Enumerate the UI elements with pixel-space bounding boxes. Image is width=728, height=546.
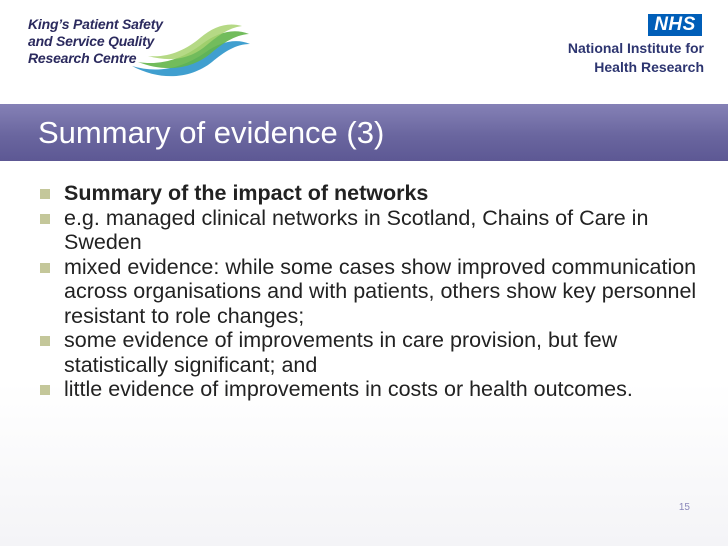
bullet-item [38, 181, 708, 206]
bullet-text: Summary of the impact of networks [64, 181, 429, 205]
page-number: 15 [678, 502, 690, 513]
kings-logo-line: and Service Quality [28, 33, 155, 49]
bullet-item [38, 255, 708, 329]
bullet-list [38, 181, 708, 402]
nihr-text [568, 39, 704, 77]
bullet-item [38, 377, 708, 402]
bullet-square-icon [40, 214, 50, 224]
bullet-square-icon [40, 336, 50, 346]
nhs-badge: NHS [648, 14, 702, 36]
nihr-line: Health Research [594, 59, 704, 75]
bullet-square-icon [40, 263, 50, 273]
kings-logo-line: King’s Patient Safety [28, 16, 163, 32]
nihr-line: National Institute for [567, 40, 704, 56]
bullet-square-icon [40, 189, 50, 199]
slide-title: Summary of evidence (3) [38, 115, 385, 150]
nihr-logo [504, 14, 704, 84]
bullet-text: e.g. managed clinical networks in Scotland, Chains of Care in Sweden [64, 205, 649, 254]
kings-logo-line: Research Centre [28, 50, 137, 66]
title-bar [0, 104, 728, 161]
bullet-text: little evidence of improvements in costs or health outcomes. [64, 377, 633, 401]
kings-logo [28, 16, 258, 82]
bullet-text: mixed evidence: while some cases show improved communication across organisations and with patients, others show key personnel resistant to role changes; [64, 254, 697, 328]
bullet-item [38, 328, 708, 377]
kings-logo-text [28, 16, 163, 67]
bullet-text: some evidence of improvements in care provision, but few statistically significant; and [64, 328, 618, 377]
bullet-square-icon [40, 385, 50, 395]
bullet-item [38, 206, 708, 255]
